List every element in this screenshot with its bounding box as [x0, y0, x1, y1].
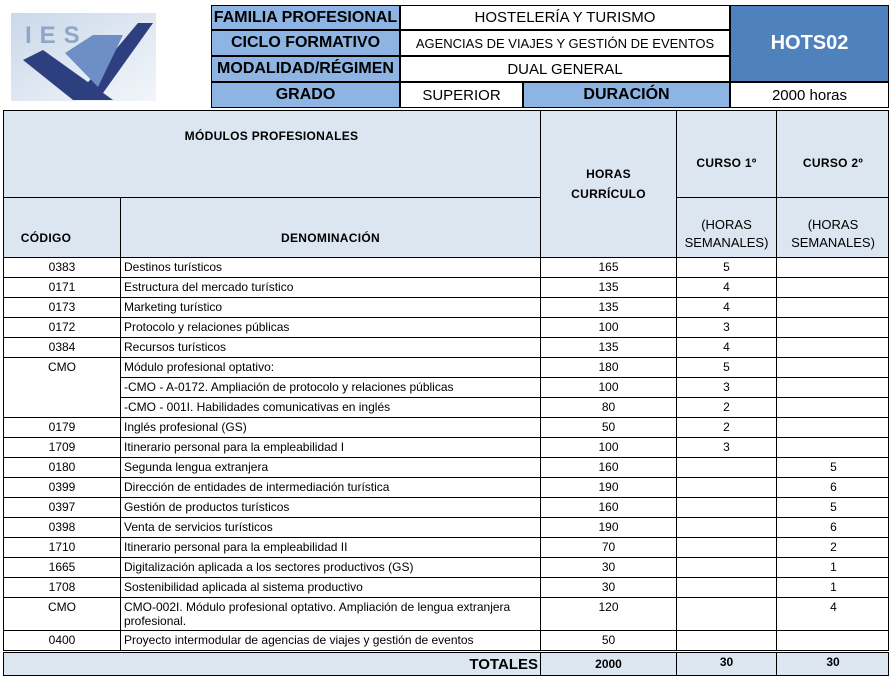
cell-curso1: 3: [677, 318, 777, 337]
cell-curso1: 4: [677, 338, 777, 357]
cell-curso2: 2: [830, 540, 837, 554]
cell-hours: 120: [541, 598, 677, 630]
cell-name: -CMO - A-0172. Ampliación de protocolo y relaciones públicas: [121, 378, 541, 397]
cell-curso2: [777, 378, 890, 397]
cell-name: Itinerario personal para la empleabilidad II: [121, 538, 541, 557]
cell-name: Venta de servicios turísticos: [121, 518, 541, 537]
cell-hours: 180: [541, 358, 677, 377]
ies-logo: [3, 5, 211, 108]
cell-curso2: [777, 338, 890, 357]
cell-curso1: [677, 518, 777, 537]
cell-name: Estructura del mercado turístico: [121, 278, 541, 297]
table-row: [3, 578, 889, 598]
cell-name: Segunda lengua extranjera: [121, 458, 541, 477]
cell-name: Recursos turísticos: [121, 338, 541, 357]
cell-code: 0384: [4, 338, 121, 357]
cell-hours: 190: [541, 478, 677, 497]
cell-name: Itinerario personal para la empleabilidad I: [121, 438, 541, 457]
cell-curso2: 6: [830, 480, 837, 494]
familia-value: HOSTELERÍA Y TURISMO: [400, 5, 730, 30]
table-row: [3, 538, 889, 558]
cell-curso2: [777, 318, 890, 337]
codigo-header: CÓDIGO: [20, 231, 72, 245]
cell-curso1: [677, 458, 777, 477]
cell-curso2: 5: [830, 500, 837, 514]
cell-code: 0383: [4, 258, 121, 277]
cell-curso1: 3: [677, 378, 777, 397]
logo-graphic: [3, 5, 211, 108]
totals-label: TOTALES: [469, 655, 538, 673]
cell-name: Gestión de productos turísticos: [121, 498, 541, 517]
table-row: [3, 398, 889, 418]
cell-hours: 160: [541, 458, 677, 477]
cell-curso1: [677, 578, 777, 597]
cell-name: Dirección de entidades de intermediación turística: [121, 478, 541, 497]
cell-code: 0399: [4, 478, 121, 497]
horas-header-line2: CURRÍCULO: [571, 187, 646, 201]
cell-curso1: 2: [677, 418, 777, 437]
table-row: [3, 438, 889, 458]
cell-name: Digitalización aplicada a los sectores productivos (GS): [121, 558, 541, 577]
table-row: [3, 338, 889, 358]
denominacion-header: DENOMINACIÓN: [281, 231, 380, 245]
cell-curso1: 5: [677, 258, 777, 277]
horas-header-line1: HORAS: [586, 167, 631, 181]
cell-name: CMO-002I. Módulo profesional optativo. Ampliación de lengua extranjera profesional.: [121, 598, 541, 630]
cell-code: [4, 398, 121, 417]
cell-code: [4, 378, 121, 397]
cycle-code: HOTS02: [730, 5, 889, 82]
header-divider-hours: [540, 110, 541, 258]
cell-curso1: 4: [677, 278, 777, 297]
cell-curso1: 2: [677, 398, 777, 417]
ciclo-label: CICLO FORMATIVO: [211, 30, 400, 56]
grado-label: GRADO: [211, 82, 400, 108]
logo-text: IES: [25, 22, 88, 49]
cell-code: 1710: [4, 538, 121, 557]
cell-code: 0171: [4, 278, 121, 297]
table-row: [3, 278, 889, 298]
table-row: [3, 318, 889, 338]
cell-code: 0398: [4, 518, 121, 537]
header-divider: [3, 197, 540, 198]
sem2-header-line1: (HORAS: [807, 216, 859, 232]
cell-curso2: [777, 298, 890, 317]
cell-code: 0180: [4, 458, 121, 477]
grado-value: SUPERIOR: [400, 82, 523, 108]
cell-curso2: 4: [830, 600, 837, 614]
cell-name: Módulo profesional optativo:: [121, 358, 541, 377]
cell-curso2: [777, 418, 890, 437]
totals-hours: 2000: [595, 657, 622, 671]
cell-name: -CMO - 001I. Habilidades comunicativas en inglés: [121, 398, 541, 417]
table-row: [3, 498, 889, 518]
totals-curso2: 30: [826, 655, 840, 669]
cell-hours: 135: [541, 278, 677, 297]
cell-hours: 80: [541, 398, 677, 417]
cell-curso2: 1: [830, 580, 837, 594]
table-row: [3, 458, 889, 478]
table-row: [3, 418, 889, 438]
cell-code: 1708: [4, 578, 121, 597]
table-row: [3, 518, 889, 538]
modulos-header: MÓDULOS PROFESIONALES: [184, 129, 359, 143]
cell-code: 1665: [4, 558, 121, 577]
cell-curso2: [777, 438, 890, 457]
table-row: [3, 558, 889, 578]
cell-code: 0400: [4, 631, 121, 650]
cell-curso1: [677, 558, 777, 577]
cell-curso1: 5: [677, 358, 777, 377]
ciclo-value: AGENCIAS DE VIAJES Y GESTIÓN DE EVENTOS: [400, 30, 730, 56]
cell-curso1: [677, 631, 777, 650]
table-row: [3, 478, 889, 498]
curso1-header: CURSO 1º: [696, 156, 757, 170]
modalidad-value: DUAL GENERAL: [400, 56, 730, 82]
cell-curso2: 1: [830, 560, 837, 574]
table-row: [3, 298, 889, 318]
table-row: [3, 631, 889, 651]
cell-name: Inglés profesional (GS): [121, 418, 541, 437]
cell-hours: 30: [541, 578, 677, 597]
cell-curso1: [677, 538, 777, 557]
duracion-value: 2000 horas: [730, 82, 889, 108]
cell-name: Marketing turístico: [121, 298, 541, 317]
cell-name: Protocolo y relaciones públicas: [121, 318, 541, 337]
cell-hours: 135: [541, 338, 677, 357]
table-row: [3, 598, 889, 631]
cell-code: 0179: [4, 418, 121, 437]
cell-hours: 160: [541, 498, 677, 517]
cell-hours: 165: [541, 258, 677, 277]
modalidad-label: MODALIDAD/RÉGIMEN: [211, 56, 400, 82]
cell-code: CMO: [4, 598, 121, 630]
cell-code: CMO: [4, 358, 121, 377]
cell-code: 0173: [4, 298, 121, 317]
sem1-header-line1: (HORAS: [701, 216, 752, 232]
cell-name: Proyecto intermodular de agencias de viajes y gestión de eventos: [121, 631, 541, 650]
cell-curso1: [677, 598, 777, 630]
cell-curso2: [777, 278, 890, 297]
cell-hours: 30: [541, 558, 677, 577]
sem2-header-line2: SEMANALES): [791, 234, 875, 250]
cell-curso2: 5: [830, 460, 837, 474]
cell-hours: 100: [541, 378, 677, 397]
cell-curso1: [677, 498, 777, 517]
cell-hours: 50: [541, 631, 677, 650]
cell-code: 0397: [4, 498, 121, 517]
cell-curso2: [777, 358, 890, 377]
cell-curso2: [777, 398, 890, 417]
cell-curso2: [777, 258, 890, 277]
cell-curso1: 4: [677, 298, 777, 317]
cell-code: 1709: [4, 438, 121, 457]
cell-hours: 100: [541, 318, 677, 337]
table-row: [3, 378, 889, 398]
cell-curso1: [677, 478, 777, 497]
cell-hours: 70: [541, 538, 677, 557]
cell-hours: 190: [541, 518, 677, 537]
cell-name: Destinos turísticos: [121, 258, 541, 277]
totals-curso1: 30: [719, 655, 734, 669]
familia-label: FAMILIA PROFESIONAL: [211, 5, 400, 30]
cell-hours: 135: [541, 298, 677, 317]
cell-name: Sostenibilidad aplicada al sistema productivo: [121, 578, 541, 597]
cell-hours: 100: [541, 438, 677, 457]
table-row: [3, 358, 889, 378]
cell-code: 0172: [4, 318, 121, 337]
sem1-header-line2: SEMANALES): [684, 234, 769, 250]
table-row: [3, 258, 889, 278]
duracion-label: DURACIÓN: [523, 82, 730, 108]
cell-curso2: 6: [830, 520, 837, 534]
cell-hours: 50: [541, 418, 677, 437]
header-divider-sem: [676, 197, 889, 198]
cell-curso1: 3: [677, 438, 777, 457]
cell-curso2: [777, 631, 890, 650]
curso2-header: CURSO 2º: [802, 156, 864, 170]
